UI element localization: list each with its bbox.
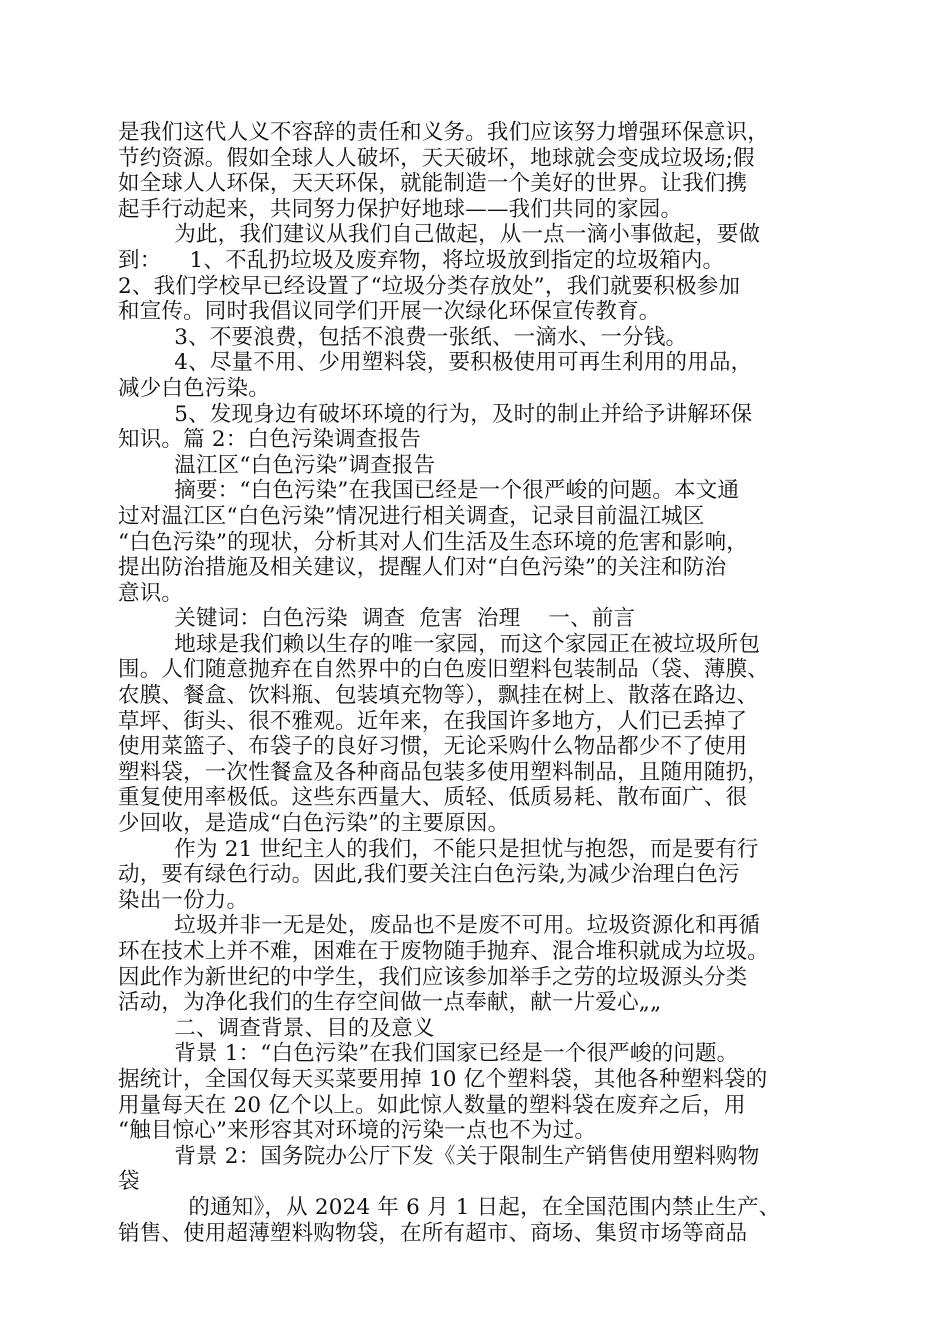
text-line: 2、我们学校早已经设置了“垃圾分类存放处”，我们就要积极参加 (118, 273, 741, 299)
text-line: 5、发现身边有破坏环境的行为，及时的制止并给予讲解环保 (118, 401, 753, 427)
text-line: 少回收，是造成“白色污染”的主要原因。 (118, 811, 510, 837)
text-line: 动，要有绿色行动。因此,我们要关注白色污染,为减少治理白色污 (118, 862, 740, 888)
text-line: 关键词：白色污染 调查 危害 治理 一、前言 (118, 606, 636, 632)
text-line: 地球是我们赖以生存的唯一家园，而这个家园正在被垃圾所包 (118, 631, 761, 657)
text-line: 摘要：“白色污染”在我国已经是一个很严峻的问题。本文通 (118, 478, 740, 504)
text-line: 环在技术上并不难，困难在于废物随手抛弃、混合堆积就成为垃圾。 (118, 939, 770, 964)
text-line: 草坪、街头、很不雅观。近年来，在我国许多地方，人们已丢掉了 (118, 708, 748, 734)
text-line: 使用菜篮子、布袋子的良好习惯，无论采购什么物品都少不了使用 (118, 734, 748, 760)
text-line: 是我们这代人义不容辞的责任和义务。我们应该努力增强环保意识， (118, 120, 770, 145)
text-line: 因此作为新世纪的中学生，我们应该参加举手之劳的垃圾源头分类 (118, 964, 748, 990)
text-line: 垃圾并非一无是处，废品也不是废不可用。垃圾资源化和再循 (118, 913, 761, 939)
text-line: 染出一份力。 (118, 887, 249, 913)
text-line: 袋 (118, 1169, 140, 1195)
text-line: 提出防治措施及相关建议，提醒人们对“白色污染”的关注和防治 (118, 555, 727, 581)
text-line: 据统计，全国仅每天买菜要用掉 10 亿个塑料袋，其他各种塑料袋的 (118, 1066, 768, 1092)
text-line: 活动，为净化我们的生存空间做一点奉献，献一片爱心„„ (118, 990, 662, 1016)
text-line: 如全球人人环保，天天环保，就能制造一个美好的世界。让我们携 (118, 171, 748, 197)
text-line: 起手行动起来，共同努力保护好地球——我们共同的家园。 (118, 196, 683, 222)
text-line: 到： 1、不乱扔垃圾及废弃物，将垃圾放到指定的垃圾箱内。 (118, 247, 725, 273)
text-line: 温江区“白色污染”调查报告 (118, 452, 436, 478)
text-line: 知识。篇 2：白色污染调查报告 (118, 427, 422, 453)
text-line: 二、调查背景、目的及意义 (118, 1015, 435, 1041)
text-line: 减少白色污染。 (118, 375, 270, 401)
text-line: 过对温江区“白色污染”情况进行相关调查，记录目前温江城区 (118, 503, 705, 529)
text-line: 重复使用率极低。这些东西量大、质轻、低质易耗、散布面广、很 (118, 785, 748, 811)
text-line: 用量每天在 20 亿个以上。如此惊人数量的塑料袋在废弃之后，用 (118, 1092, 746, 1118)
text-line: 3、不要浪费，包括不浪费一张纸、一滴水、一分钱。 (118, 324, 688, 350)
text-line: 的通知》，从 2024 年 6 月 1 日起，在全国范围内禁止生产、 (118, 1194, 781, 1220)
text-line: 背景 2：国务院办公厅下发《关于限制生产销售使用塑料购物 (118, 1143, 760, 1169)
document-body (118, 120, 832, 1246)
text-line: 塑料袋，一次性餐盒及各种商品包装多使用塑料制品，且随用随扔， (118, 759, 770, 785)
text-line: 为此，我们建议从我们自己做起，从一点一滴小事做起，要做 (118, 222, 761, 248)
text-line: 农膜、餐盒、饮料瓶、包装填充物等），飘挂在树上、散落在路边、 (118, 683, 759, 709)
text-line: 4、尽量不用、少用塑料袋，要积极使用可再生利用的用品， (118, 350, 753, 376)
text-line: 销售、使用超薄塑料购物袋，在所有超市、商场、集贸市场等商品 (118, 1220, 748, 1246)
text-line: “触目惊心”来形容其对环境的污染一点也不为过。 (118, 1118, 597, 1144)
text-line: 作为 21 世纪主人的我们，不能只是担忧与抱怨，而是要有行 (118, 836, 759, 862)
text-line: 节约资源。假如全球人人破坏，天天破坏，地球就会变成垃圾场;假 (118, 145, 755, 171)
text-line: 背景 1：“白色污染”在我们国家已经是一个很严峻的问题。 (118, 1041, 739, 1067)
text-line: 围。人们随意抛弃在自然界中的白色废旧塑料包装制品（袋、薄膜、 (118, 657, 770, 683)
text-line: “白色污染”的现状，分析其对人们生活及生态环境的危害和影响， (118, 529, 748, 555)
text-line: 意识。 (118, 580, 184, 606)
text-line: 和宣传。同时我倡议同学们开展一次绿化环保宣传教育。 (118, 299, 661, 325)
